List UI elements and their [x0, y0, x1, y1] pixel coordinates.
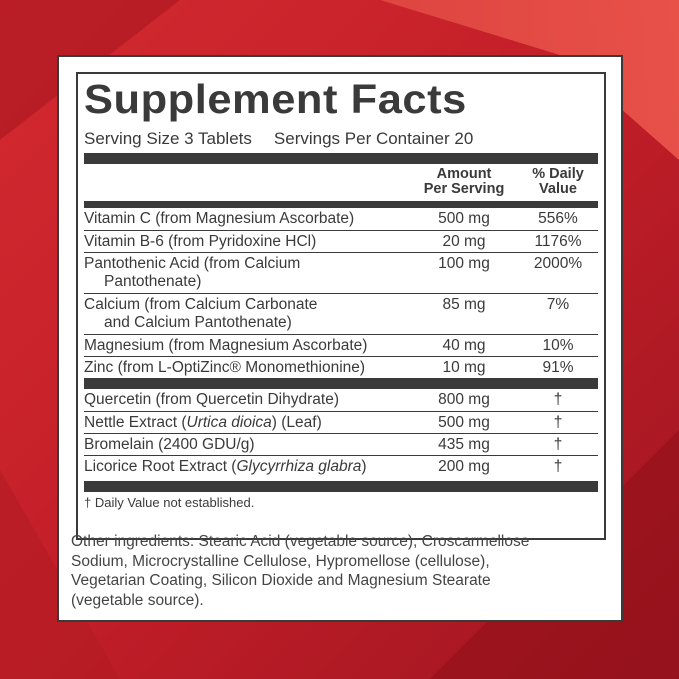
- nutrient-amount: 10 mg: [442, 359, 486, 376]
- ingredient-daily-value: †: [553, 458, 563, 475]
- nutrient-name: Vitamin C (from Magnesium Ascorbate): [84, 210, 355, 227]
- nutrient-amount: 100 mg: [438, 255, 490, 272]
- nutrient-daily-value: 556%: [538, 210, 578, 227]
- nutrient-name-cont: Pantothenate): [104, 273, 202, 290]
- panel-title: Supplement Facts: [84, 76, 467, 122]
- header-daily-value: % Daily Value: [532, 166, 584, 197]
- serving-size: Serving Size 3 Tablets: [84, 129, 252, 148]
- nutrient-row: [84, 208, 598, 230]
- ingredient-daily-value: †: [553, 414, 563, 431]
- nutrient-row: [84, 252, 598, 293]
- ingredient-row: Quercetin (from Quercetin Dihydrate) 800 mg †: [84, 389, 598, 411]
- divider-medium: [84, 201, 598, 208]
- nutrient-group-vitamins: [84, 208, 598, 378]
- nutrient-amount: 500 mg: [438, 210, 490, 227]
- ingredient-daily-value: †: [553, 391, 563, 408]
- nutrient-name: Calcium (from Calcium Carbonate: [84, 296, 318, 313]
- nutrient-amount: 40 mg: [442, 337, 486, 354]
- header-spacer: [84, 167, 410, 201]
- ingredient-amount: 200 mg: [438, 458, 490, 475]
- ingredient-amount: 500 mg: [438, 414, 490, 431]
- ingredient-amount: 800 mg: [438, 391, 490, 408]
- nutrient-name: Zinc (from L-OptiZinc® Monomethionine): [84, 359, 366, 376]
- supplement-facts-panel: [76, 72, 606, 540]
- ingredient-row: Bromelain (2400 GDU/g) 435 mg †: [84, 433, 598, 455]
- divider-thick: [84, 153, 598, 164]
- nutrient-row: [84, 293, 598, 334]
- nutrient-name: Magnesium (from Magnesium Ascorbate): [84, 337, 368, 354]
- servings-per-container: Servings Per Container 20: [273, 129, 474, 148]
- nutrient-row: [84, 356, 598, 378]
- serving-info: [84, 128, 598, 150]
- nutrient-daily-value: 1176%: [534, 233, 582, 250]
- nutrient-daily-value: 7%: [546, 296, 570, 313]
- nutrient-amount: 85 mg: [442, 296, 486, 313]
- ingredient-row: Licorice Root Extract (Glycyrrhiza glabra) 200 mg †: [84, 455, 598, 477]
- other-ingredients: Other ingredients: Stearic Acid (vegetable source), Croscarmellose Sodium, Microcrystalline Cellulose, Hypromellose (cellulose), Vegetarian Coating, Silicon Dioxide and Magnesium Stearate (vegetable source).: [71, 533, 530, 609]
- nutrient-name: Vitamin B-6 (from Pyridoxine HCl): [84, 233, 317, 250]
- supplement-label-card: [57, 55, 623, 622]
- nutrient-daily-value: 2000%: [533, 255, 583, 272]
- nutrient-amount: 20 mg: [442, 233, 486, 250]
- column-header-row: [84, 164, 598, 201]
- nutrient-name: Pantothenic Acid (from Calcium: [84, 255, 301, 272]
- nutrient-daily-value: 10%: [542, 337, 574, 354]
- header-amount: Amount Per Serving: [423, 166, 505, 197]
- nutrient-row: [84, 334, 598, 356]
- footnote: † Daily Value not established.: [84, 495, 255, 510]
- ingredient-amount: 435 mg: [438, 436, 490, 453]
- divider-thick: [84, 378, 598, 389]
- nutrient-group-botanicals: [84, 389, 598, 477]
- ingredient-daily-value: †: [553, 436, 563, 453]
- divider-thick: [84, 481, 598, 492]
- nutrient-daily-value: 91%: [542, 359, 574, 376]
- ingredient-row: Nettle Extract (Urtica dioica) (Leaf) 500 mg †: [84, 411, 598, 433]
- nutrient-row: [84, 230, 598, 252]
- nutrient-name-cont: and Calcium Pantothenate): [104, 314, 292, 331]
